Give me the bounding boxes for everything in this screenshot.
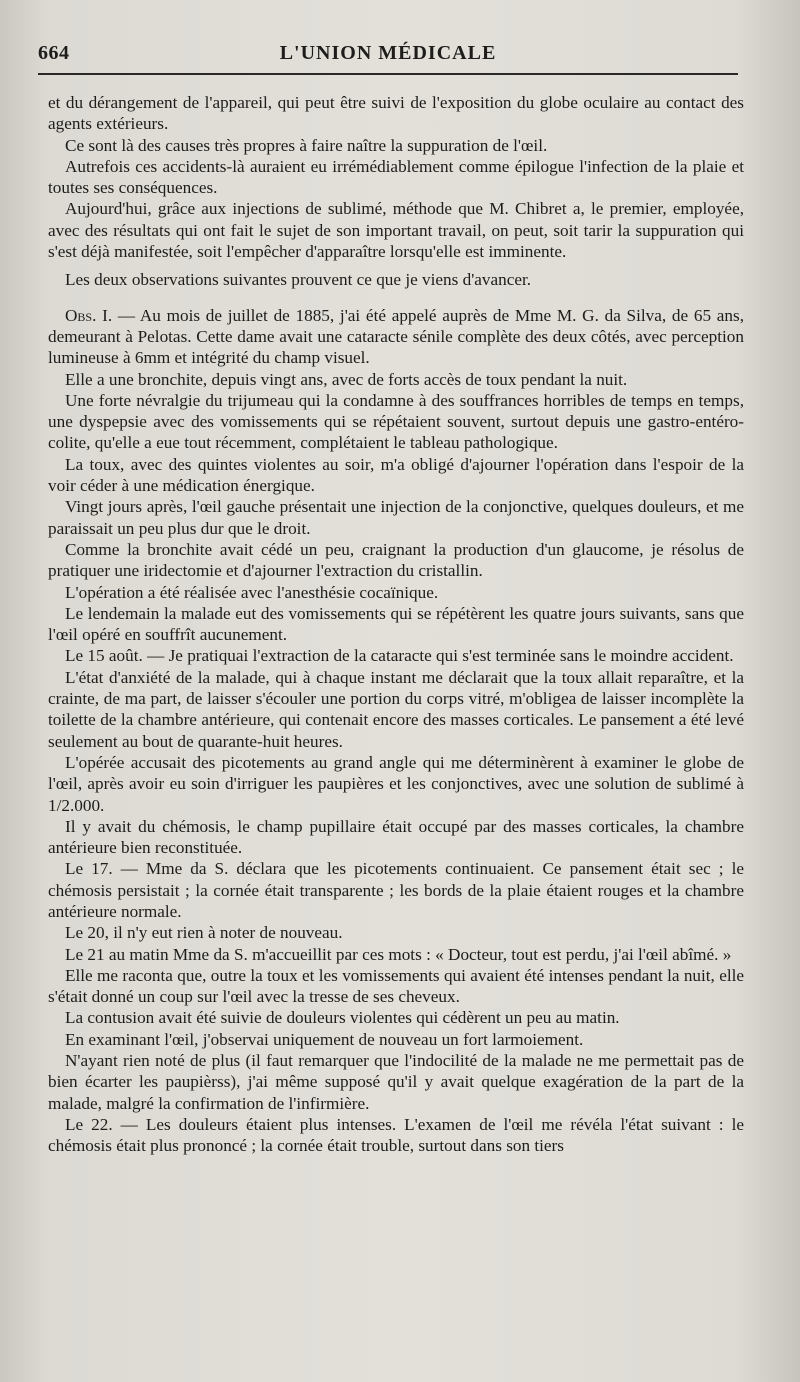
paragraph: Aujourd'hui, grâce aux injections de sublimé, méthode que M. Chibret a, le premier, employée, avec des résultats qui ont fait le sujet de son important travail, on peut, soit tarir la suppuration qui s'est déjà manifestée, soit l'empêcher d'apparaître lorsqu'elle est imminente.: [48, 199, 744, 262]
paragraph: Autrefois ces accidents-là auraient eu irrémédiablement comme épilogue l'infection de la plaie et toutes ses conséquences.: [48, 156, 744, 198]
paragraph: Le 22. — Les douleurs étaient plus intenses. L'examen de l'œil me révéla l'état suivant : le chémosis était plus prononcé ; la cornée était trouble, surtout dans son tiers: [48, 1114, 744, 1156]
paragraph: Le 21 au matin Mme da S. m'accueillit par ces mots : « Docteur, tout est perdu, j'ai l'œil abîmé. »: [65, 944, 732, 964]
paragraph: Comme la bronchite avait cédé un peu, craignant la production d'un glaucome, je résolus de pratiquer une iridectomie et d'ajourner l'extraction du cristallin.: [48, 539, 744, 581]
paragraph: Les deux observations suivantes prouvent ce que je viens d'avancer.: [65, 270, 532, 290]
paragraph: Elle a une bronchite, depuis vingt ans, avec de forts accès de toux pendant la nuit.: [65, 369, 628, 389]
paragraph: Le 20, il n'y eut rien à noter de nouveau.: [65, 923, 343, 943]
header-rule: [38, 73, 738, 75]
paragraph: L'opération a été réalisée avec l'anesthésie cocaïnique.: [65, 582, 439, 602]
paragraph: et du dérangement de l'appareil, qui peut être suivi de l'exposition du globe oculaire au contact des agents extérieurs.: [48, 93, 744, 134]
paragraph: Ce sont là des causes très propres à faire naître la suppuration de l'œil.: [65, 135, 548, 155]
page-number: 664: [38, 42, 70, 64]
observation-label: Obs. I.: [65, 305, 113, 325]
paragraph: Il y avait du chémosis, le champ pupillaire était occupé par des masses corticales, la chambre antérieure bien reconstituée.: [48, 816, 744, 858]
paragraph: Une forte névralgie du trijumeau qui la condamne à des souffrances horribles de temps en temps, une dyspepsie avec des vomissements qui se répétaient souvent, surtout depuis une gastro-entéro-colite, qu'elle a eue tout récemment, complétaient le tableau pathologique.: [48, 390, 744, 453]
page-header: [38, 38, 738, 72]
observation-text: Au mois de juillet de 1885, j'ai été appelé auprès de Mme M. G. da Silva, de 65 ans, demeurant à Pelotas. Cette dame avait une cataracte sénile complète des deux côtés, avec perception lumineuse à 6mm et intégrité du champ visuel.: [48, 305, 745, 368]
observation-paragraph: Obs. I. — Au mois de juillet de 1885, j'ai été appelé auprès de Mme M. G. da Silva, de 65 ans, demeurant à Pelotas. Cette dame avait une cataracte sénile complète des deux côtés, avec perception lumineuse à 6mm et intégrité du champ visuel.: [48, 305, 745, 368]
paragraph: En examinant l'œil, j'observai uniquement de nouveau un fort larmoiement.: [65, 1029, 584, 1049]
paragraph: Le 17. — Mme da S. déclara que les picotements continuaient. Ce pansement était sec ; le chémosis persistait ; la cornée était transparente ; les bords de la plaie étaient rouges et la chambre antérieure normale.: [48, 859, 744, 921]
paragraph: La toux, avec des quintes violentes au soir, m'a obligé d'ajourner l'opération dans l'espoir de la voir céder à une médication énergique.: [48, 454, 744, 496]
running-title: L'UNION MÉDICALE: [279, 42, 497, 64]
paragraph: L'état d'anxiété de la malade, qui à chaque instant me déclarait que la toux allait reparaître, et la crainte, de ma part, de laisser s'écouler une portion du corps vitré, m'obligea de laisser incomplète la toilette de la chambre antérieure, qui contenait encore des masses corticales. Le pansement a été levé seulement au bout de quarante-huit heures.: [48, 667, 744, 751]
paragraph: N'ayant rien noté de plus (il faut remarquer que l'indocilité de la malade ne me permettait pas de bien écarter les paupièrss), j'ai même supposé qu'il y avait quelque exagération de la part de la malade, malgré la confirmation de l'infirmière.: [48, 1051, 744, 1113]
paragraph: Le lendemain la malade eut des vomissements qui se répétèrent les quatre jours suivants, sans que l'œil opéré en souffrît aucunement.: [48, 603, 744, 645]
paragraph: Le 15 août. — Je pratiquai l'extraction de la cataracte qui s'est terminée sans le moindre accident.: [65, 646, 734, 666]
body-text: [48, 92, 744, 1157]
paragraph: Elle me raconta que, outre la toux et les vomissements qui avaient été intenses pendant la nuit, elle s'était donné un coup sur l'œil avec la tresse de ses cheveux.: [48, 965, 744, 1007]
paragraph: L'opérée accusait des picotements au grand angle qui me déterminèrent à examiner le globe de l'œil, après avoir eu soin d'irriguer les paupières et les conjonctives, avec une solution de sublimé à 1/2.000.: [48, 752, 744, 815]
paragraph: La contusion avait été suivie de douleurs violentes qui cédèrent un peu au matin.: [65, 1008, 620, 1028]
paragraph: Vingt jours après, l'œil gauche présentait une injection de la conjonctive, quelques douleurs, et me paraissait un peu plus dur que le droit.: [48, 497, 744, 538]
